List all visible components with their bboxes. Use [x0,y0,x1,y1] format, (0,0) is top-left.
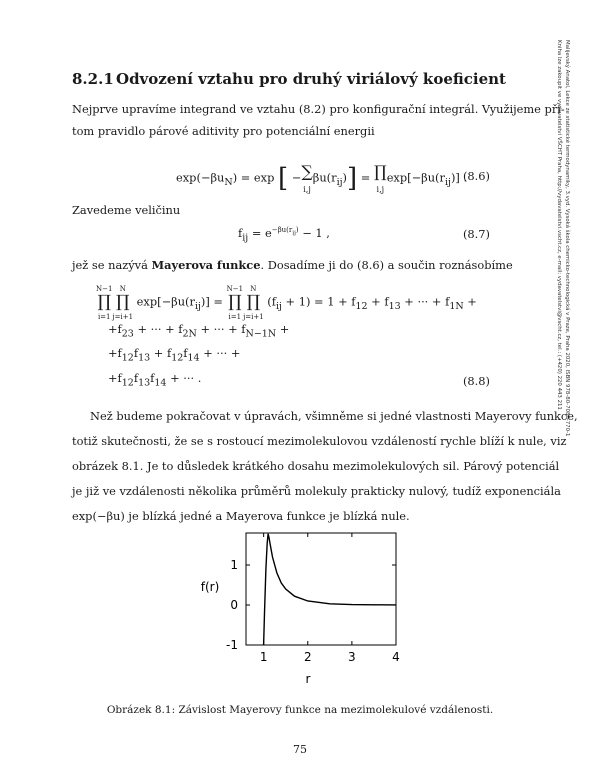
equation-number: (8.7) [462,227,490,241]
citation-line: Kniha lze zakoupit ve vydavatelství VŠCHT Praha, http://vydavatelstvi.vscht.cz, e-mail: vydavatelstvi@vscht.cz, tel.: (+420) 220 443 211 [556,40,562,410]
section-title: Odvození vztahu pro druhý viriálový koeficient [116,70,506,88]
page-number: 75 [293,743,307,756]
tick-marks [246,533,396,645]
text-line: tom pravidlo párové aditivity pro potenciální energii [72,124,375,138]
intro-paragraph [72,98,565,142]
text-line: Nejprve upravíme integrand ve vztahu (8.2) pro konfigurační integrál. Využijeme při- [72,102,565,116]
equation-number: (8.8) [462,374,490,388]
section-number: 8.2.1 [72,70,114,88]
x-tick-labels [260,650,400,664]
y-tick-label: 0 [230,598,238,612]
x-axis-label: r [305,672,311,686]
mayer-function-chart [180,525,400,695]
equation-8-8-line2: $+f_{23}$ + ··· + $f_{2N}$ + ··· + $f_{N-1N}$ + [108,322,290,340]
equation-8-6: $\exp(-\beta u_N) = \exp$ [ −∑ $i,j\beta u(r_{ij})$] = ∏ $i,jexp[-\beta u(r_{ij})]$ . [176,162,468,194]
text-line: obrázek 8.1. Je to důsledek krátkého dosahu mezimolekulových sil. Párový potenciál [72,459,560,473]
equation-8-7: $f_{ij} = e^{-\beta u(r_{ij})} - 1$ , [238,226,330,244]
equation-8-8-line3: $+f_{12}f_{13} + f_{12}f_{14}$ + ··· + [108,346,241,364]
citation-line: Malijevský Anatol, Lekce ze statistické termodynamiky, 3.vyd. Vysoká škola chemicko-technologická v Praze, Praha 2020, ISBN 978-80-7080-770-1 [564,40,570,437]
text-line: Než budeme pokračovat v úpravách, všimněme si jedné vlastnosti Mayerovy funkce, [90,409,578,423]
body-paragraph [72,404,578,529]
y-tick-label: 1 [230,558,238,572]
x-tick-label: 4 [392,650,400,664]
y-tick-labels [226,558,238,652]
figure-caption: Obrázek 8.1: Závislost Mayerovy funkce na mezimolekulové vzdálenosti. [106,704,494,716]
text-line: exp(−βu) je blízká jedné a Mayerova funkce je blízká nule. [72,509,410,523]
section-heading [72,70,506,88]
x-tick-label: 3 [348,650,356,664]
plot-frame [246,533,396,645]
y-tick-label: -1 [226,638,238,652]
mayer-text: jež se nazývá Mayerova funkce. Dosadíme ji do (8.6) a součin roznásobíme [72,258,513,272]
x-tick-label: 2 [303,650,312,664]
text-line: je již ve vzdálenosti několika průměrů molekuly prakticky nulový, tudíž exponenciála [72,484,561,498]
text-line: totiž skutečnosti, že se s rostoucí mezimolekulovou vzdáleností rychle blíží k nule, viz [72,434,567,448]
equation-8-8-line4: $+f_{12}f_{13}f_{14}$ + ··· . [108,371,202,389]
side-citation [549,40,579,500]
define-text: Zavedeme veličinu [72,203,181,217]
y-axis-label: f(r) [200,580,220,594]
x-tick-label: 1 [259,650,268,664]
equation-8-8-line1: N−1 ∏ i=1N ∏ j=i+1 $\exp[-\beta u(r_{ij})] = N-1$ ∏ i=1N ∏ j=i+1 $(f_{ij} + 1) = 1 + f_{12} + f_{13}$ + ··· + $f_{1N}$ + [96,285,477,321]
series-line [264,534,396,645]
equation-number: (8.6) [462,169,490,183]
